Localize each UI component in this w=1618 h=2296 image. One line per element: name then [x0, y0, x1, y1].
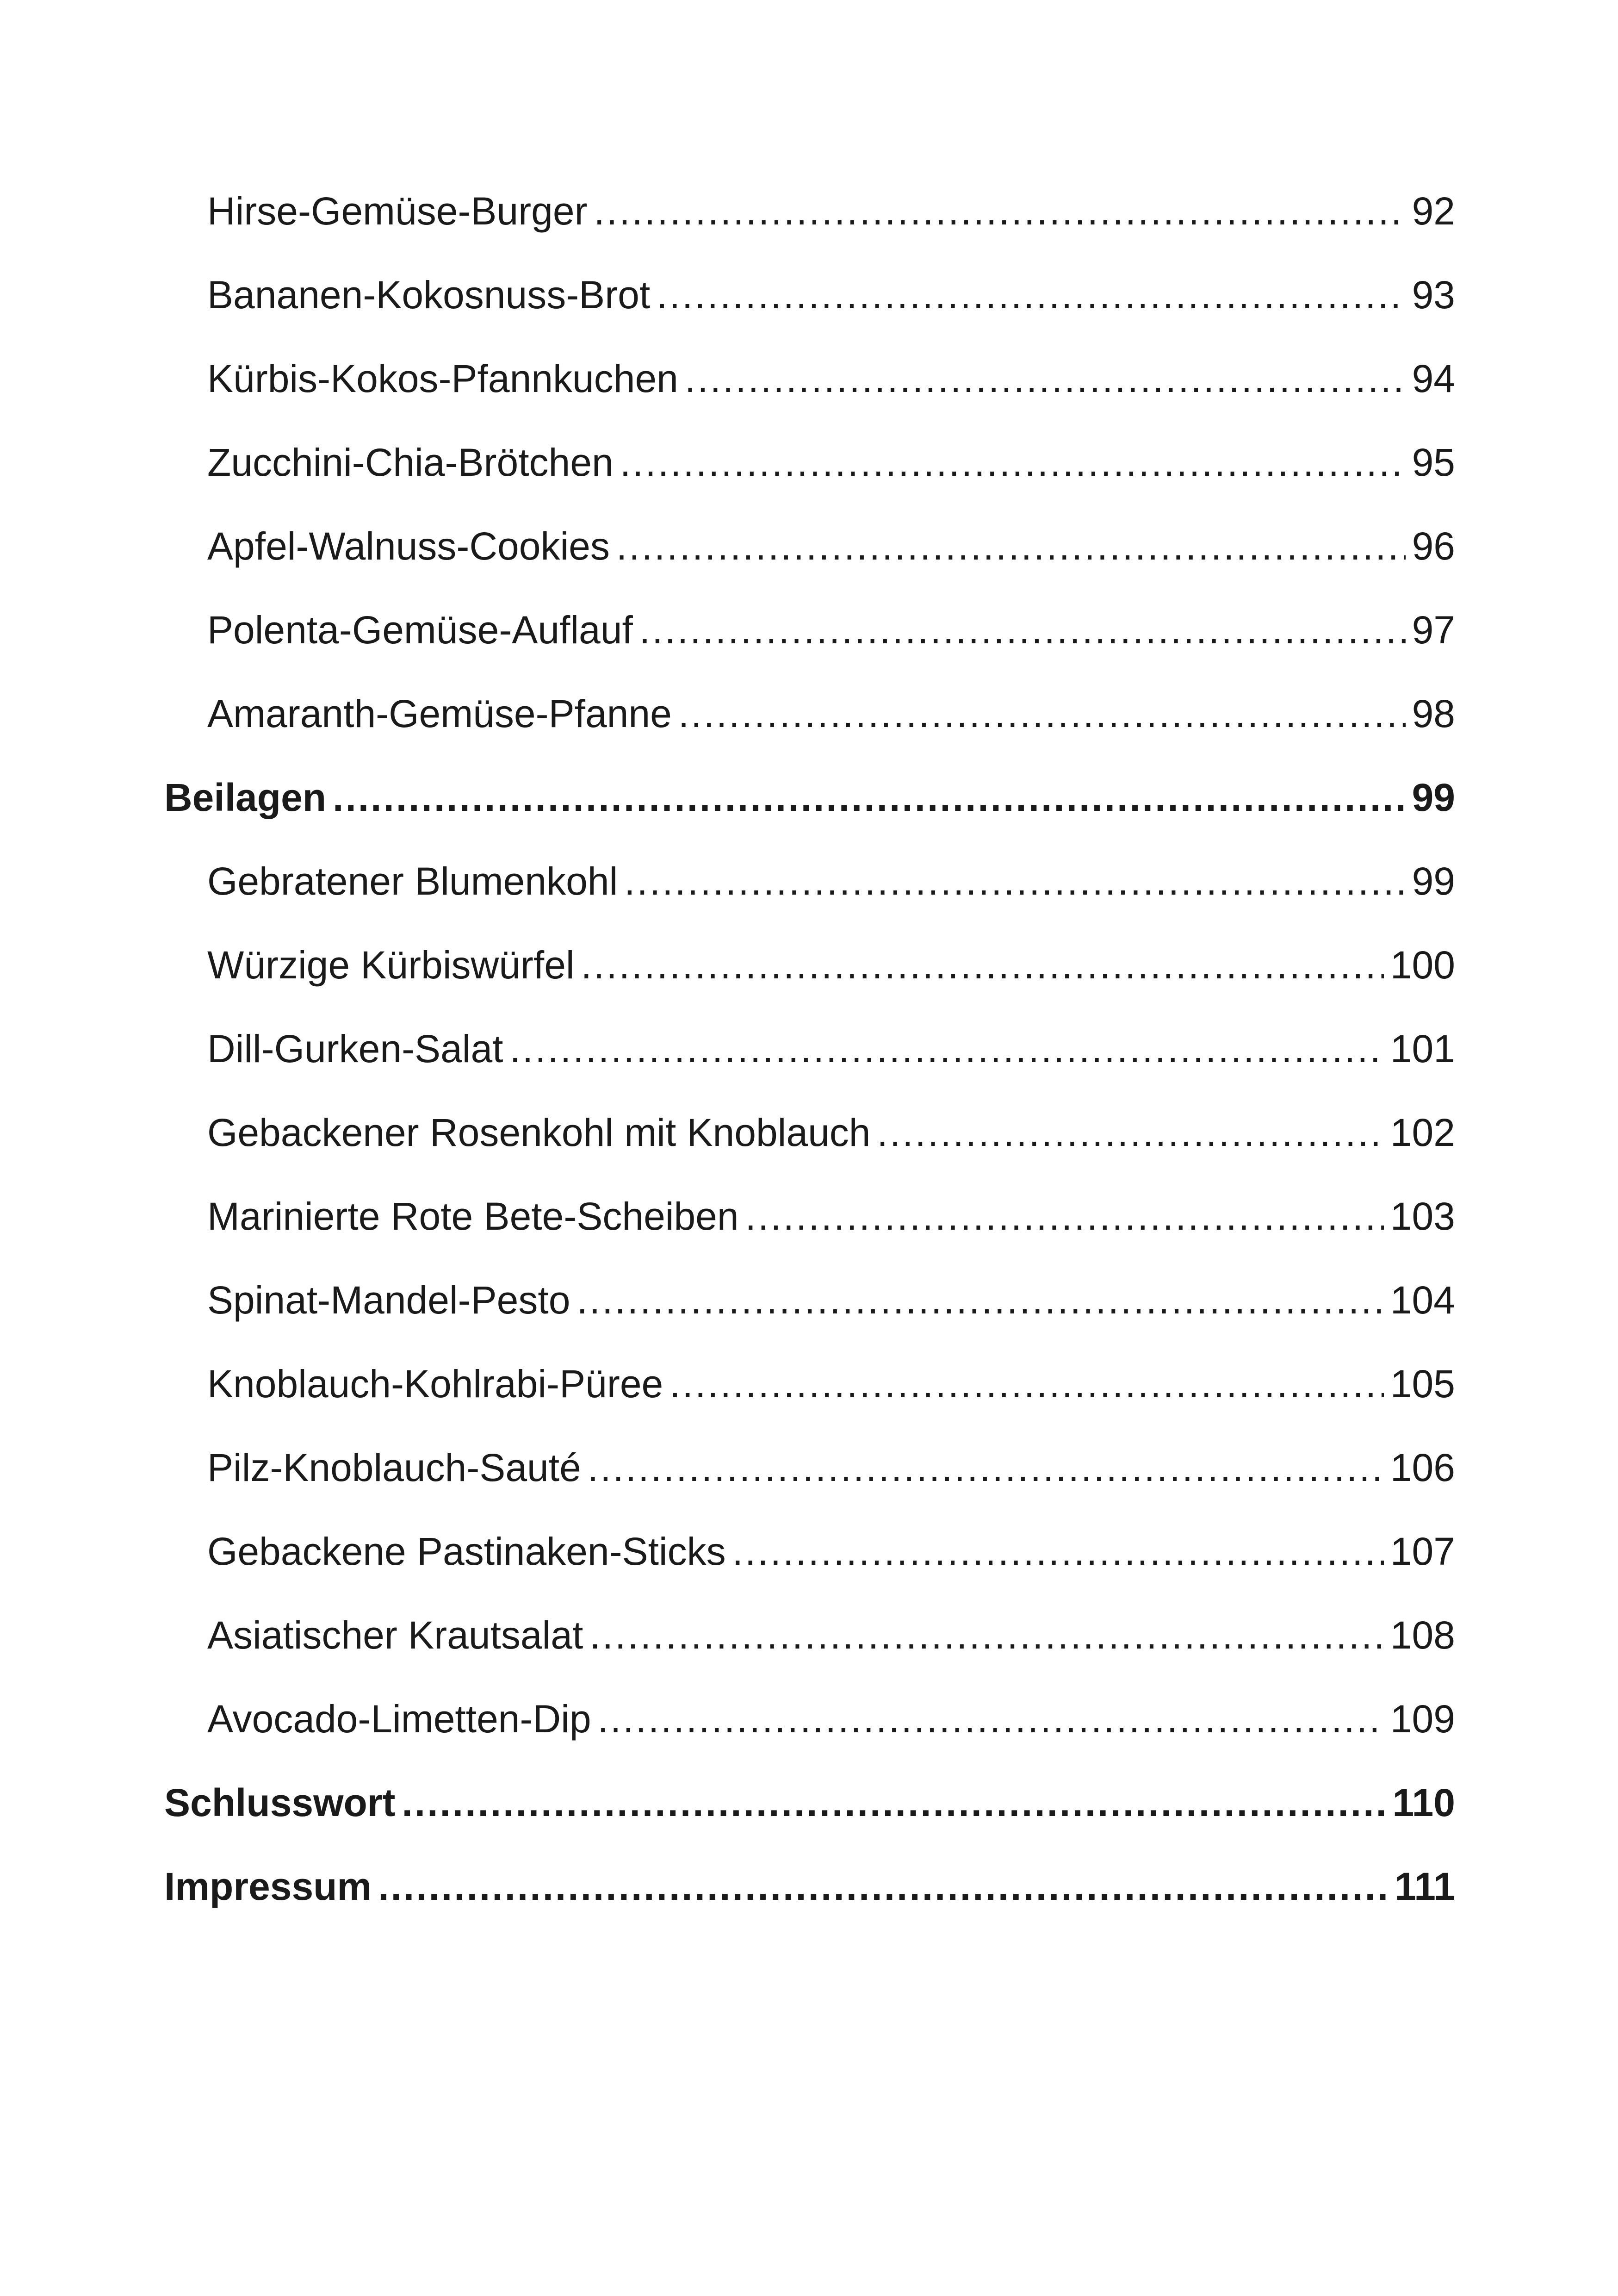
- toc-dot-leader: [333, 778, 1405, 817]
- toc-entry-page: 103: [1390, 1195, 1455, 1238]
- toc-entry-title: Apfel-Walnuss-Cookies: [207, 524, 610, 568]
- table-of-contents: [164, 164, 1455, 1923]
- toc-dot-leader: [402, 1783, 1386, 1822]
- toc-entry-gebackene-pastinaken-sticks[interactable]: [164, 1505, 1455, 1588]
- toc-chapter-page: 111: [1395, 1865, 1455, 1908]
- toc-dot-leader: [510, 1029, 1384, 1068]
- toc-entry-amaranth-gemuese-pfanne[interactable]: [164, 667, 1455, 751]
- toc-entry-asiatischer-krautsalat[interactable]: [164, 1588, 1455, 1672]
- toc-dot-leader: [594, 192, 1406, 230]
- toc-entry-page: 102: [1390, 1111, 1455, 1154]
- toc-entry-gebackener-rosenkohl[interactable]: [164, 1086, 1455, 1170]
- toc-entry-gebratener-blumenkohl[interactable]: [164, 834, 1455, 918]
- toc-entry-title: Kürbis-Kokos-Pfannkuchen: [207, 357, 678, 400]
- toc-dot-leader: [598, 1699, 1384, 1738]
- toc-entry-page: 93: [1412, 273, 1455, 317]
- toc-entry-page: 104: [1390, 1278, 1455, 1322]
- toc-dot-leader: [877, 1113, 1384, 1152]
- toc-dot-leader: [581, 946, 1384, 984]
- toc-entry-kuerbis-kokos-pfannkuchen[interactable]: [164, 332, 1455, 416]
- toc-chapter-page: 110: [1392, 1781, 1455, 1824]
- toc-entry-page: 108: [1390, 1613, 1455, 1657]
- toc-entry-page: 107: [1390, 1530, 1455, 1573]
- toc-entry-polenta-gemuese-auflauf[interactable]: [164, 583, 1455, 667]
- toc-dot-leader: [616, 527, 1406, 566]
- toc-entry-title: Pilz-Knoblauch-Sauté: [207, 1446, 581, 1489]
- toc-dot-leader: [639, 610, 1406, 649]
- toc-dot-leader: [577, 1281, 1383, 1319]
- toc-entry-title: Polenta-Gemüse-Auflauf: [207, 608, 633, 652]
- toc-entry-page: 109: [1390, 1697, 1455, 1741]
- toc-entry-title: Gebackener Rosenkohl mit Knoblauch: [207, 1111, 871, 1154]
- toc-entry-title: Hirse-Gemüse-Burger: [207, 189, 588, 233]
- toc-dot-leader: [678, 694, 1406, 733]
- toc-chapter-schlusswort[interactable]: [164, 1756, 1455, 1840]
- toc-entry-spinat-mandel-pesto[interactable]: [164, 1253, 1455, 1337]
- toc-chapter-beilagen[interactable]: [164, 751, 1455, 834]
- toc-chapter-title: Beilagen: [164, 776, 327, 819]
- toc-entry-page: 95: [1412, 441, 1455, 484]
- toc-dot-leader: [620, 443, 1406, 482]
- toc-chapter-impressum[interactable]: [164, 1840, 1455, 1923]
- toc-entry-title: Spinat-Mandel-Pesto: [207, 1278, 570, 1322]
- toc-entry-page: 96: [1412, 524, 1455, 568]
- toc-dot-leader: [745, 1197, 1384, 1236]
- toc-dot-leader: [589, 1616, 1383, 1655]
- toc-entry-zucchini-chia-broetchen[interactable]: [164, 416, 1455, 499]
- toc-entry-title: Dill-Gurken-Salat: [207, 1027, 503, 1070]
- toc-entry-title: Zucchini-Chia-Brötchen: [207, 441, 614, 484]
- toc-chapter-title: Schlusswort: [164, 1781, 396, 1824]
- toc-entry-title: Asiatischer Krautsalat: [207, 1613, 583, 1657]
- toc-entry-page: 100: [1390, 943, 1455, 987]
- toc-entry-avocado-limetten-dip[interactable]: [164, 1672, 1455, 1756]
- toc-entry-knoblauch-kohlrabi-pueree[interactable]: [164, 1337, 1455, 1421]
- toc-entry-page: 97: [1412, 608, 1455, 652]
- toc-entry-title: Gebackene Pastinaken-Sticks: [207, 1530, 726, 1573]
- toc-entry-marinierte-rote-bete[interactable]: [164, 1170, 1455, 1253]
- toc-entry-apfel-walnuss-cookies[interactable]: [164, 499, 1455, 583]
- toc-entry-page: 106: [1390, 1446, 1455, 1489]
- toc-dot-leader: [624, 862, 1405, 901]
- toc-entry-title: Knoblauch-Kohlrabi-Püree: [207, 1362, 663, 1406]
- toc-entry-page: 98: [1412, 692, 1455, 735]
- toc-entry-page: 94: [1412, 357, 1455, 400]
- toc-entry-page: 105: [1390, 1362, 1455, 1406]
- toc-entry-title: Gebratener Blumenkohl: [207, 859, 618, 903]
- toc-entry-page: 101: [1390, 1027, 1455, 1070]
- toc-entry-title: Würzige Kürbiswürfel: [207, 943, 575, 987]
- toc-dot-leader: [657, 275, 1405, 314]
- toc-entry-title: Avocado-Limetten-Dip: [207, 1697, 591, 1741]
- toc-entry-hirse-gemuese-burger[interactable]: [164, 164, 1455, 248]
- toc-entry-title: Bananen-Kokosnuss-Brot: [207, 273, 651, 317]
- toc-chapter-page: 99: [1412, 776, 1455, 819]
- toc-entry-wuerzige-kuerbiswuerfel[interactable]: [164, 918, 1455, 1002]
- toc-dot-leader: [685, 359, 1406, 398]
- toc-entry-pilz-knoblauch-saute[interactable]: [164, 1421, 1455, 1505]
- toc-chapter-title: Impressum: [164, 1865, 372, 1908]
- toc-dot-leader: [670, 1364, 1384, 1403]
- toc-dot-leader: [588, 1448, 1384, 1487]
- toc-dot-leader: [378, 1867, 1388, 1906]
- toc-entry-page: 99: [1412, 859, 1455, 903]
- toc-dot-leader: [732, 1532, 1384, 1571]
- toc-entry-bananen-kokosnuss-brot[interactable]: [164, 248, 1455, 332]
- toc-entry-title: Marinierte Rote Bete-Scheiben: [207, 1195, 739, 1238]
- toc-entry-title: Amaranth-Gemüse-Pfanne: [207, 692, 672, 735]
- toc-entry-dill-gurken-salat[interactable]: [164, 1002, 1455, 1086]
- toc-entry-page: 92: [1412, 189, 1455, 233]
